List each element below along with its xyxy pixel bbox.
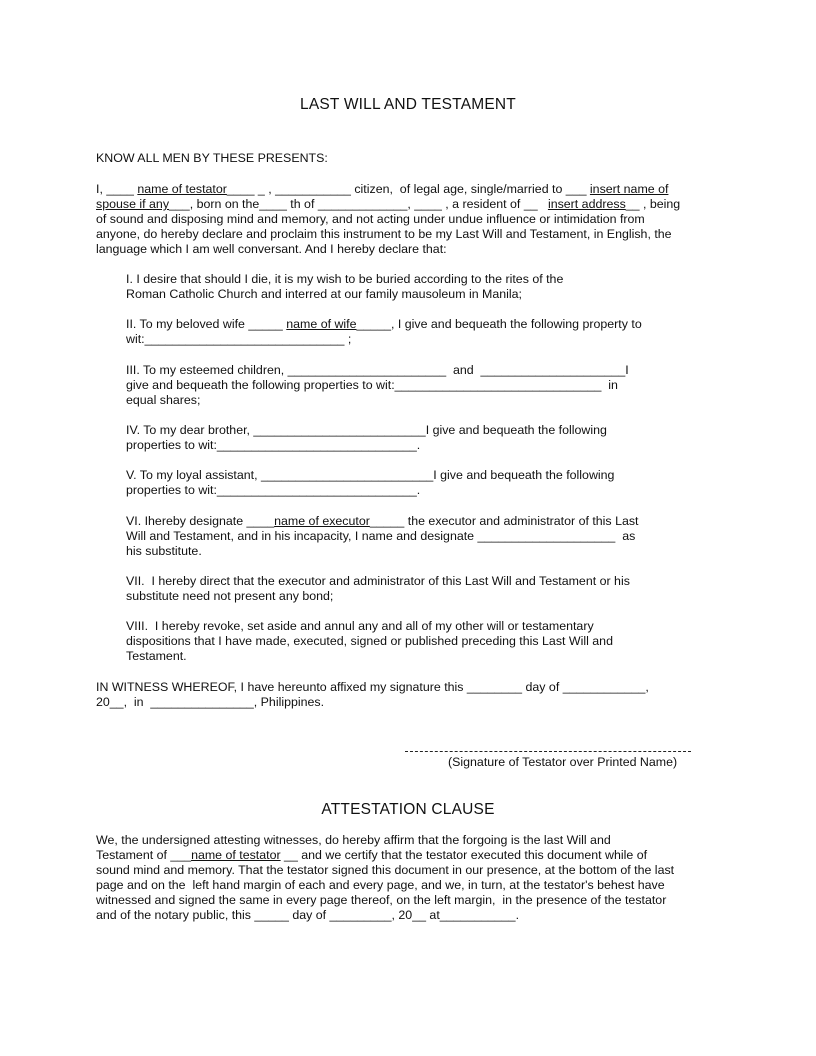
clause-2-line-2: wit:_____________________________ ; bbox=[126, 332, 352, 346]
attestation-line-4: page and on the left hand margin of each and every page, and we, in turn, at the testator's behest have bbox=[96, 878, 665, 892]
text: __ , being bbox=[625, 197, 681, 211]
clause-4-line-1: IV. To my dear brother, _________________________I give and bequeath the following bbox=[126, 423, 607, 437]
clause-2-line-1 bbox=[126, 317, 642, 332]
clause-3-line-2: give and bequeath the following properties to wit:______________________________ in bbox=[126, 378, 618, 392]
clause-5-line-2: properties to wit:_____________________________. bbox=[126, 483, 421, 497]
spouse-name-field: insert name of bbox=[589, 182, 669, 196]
text: VI. Ihereby designate ____ bbox=[126, 514, 275, 528]
clause-8-line-2: dispositions that I have made, executed, signed or published preceding this Last Will and bbox=[126, 634, 613, 648]
signature-caption: (Signature of Testator over Printed Name) bbox=[448, 755, 678, 769]
attestation-line-1: We, the undersigned attesting witnesses, do hereby affirm that the forgoing is the last Will and bbox=[96, 833, 611, 847]
clause-6-line-1 bbox=[126, 514, 639, 529]
address-field: insert address bbox=[547, 197, 626, 211]
attestation-title: ATTESTATION CLAUSE bbox=[321, 801, 495, 818]
clause-4-line-2: properties to wit:_____________________________. bbox=[126, 438, 421, 452]
clause-6-line-2: Will and Testament, and in his incapacity, I name and designate ____________________ as bbox=[126, 529, 636, 543]
wife-name-field: name of wife bbox=[286, 317, 357, 331]
clause-8-line-3: Testament. bbox=[126, 649, 187, 663]
opening-line: KNOW ALL MEN BY THESE PRESENTS: bbox=[96, 151, 328, 165]
attestation-line-6: and of the notary public, this _____ day of _________, 20__ at___________. bbox=[96, 908, 520, 922]
intro-line-5: language which I am well conversant. And I hereby declare that: bbox=[96, 242, 447, 256]
intro-line-2 bbox=[96, 197, 680, 212]
text: __ and we certify that the testator executed this document while of bbox=[280, 848, 648, 862]
executor-name-field: name of executor bbox=[274, 514, 370, 528]
spouse-name-field-cont: spouse if any bbox=[96, 197, 170, 211]
text: Testament of ___ bbox=[96, 848, 192, 862]
intro-line-4: anyone, do hereby declare and proclaim this instrument to be my Last Will and Testament, in English, the bbox=[96, 227, 672, 241]
text: ___, born on the____ th of _____________, ____ , a resident of __ bbox=[169, 197, 548, 211]
clause-7-line-1: VII. I hereby direct that the executor and administrator of this Last Will and Testament or his bbox=[126, 574, 630, 588]
attestation-line-5: witnessed and signed the same in every page thereof, on the left margin, in the presence of the testator bbox=[96, 893, 667, 907]
clause-5-line-1: V. To my loyal assistant, _________________________I give and bequeath the following bbox=[126, 468, 615, 482]
attestation-line-2 bbox=[96, 848, 647, 863]
testator-name-field: name of testator bbox=[137, 182, 227, 196]
text: II. To my beloved wife _____ bbox=[126, 317, 287, 331]
witness-line-1: IN WITNESS WHEREOF, I have hereunto affixed my signature this ________ day of ____________, bbox=[96, 680, 649, 694]
text: ____ _ , ___________ citizen, of legal age, single/married to ___ bbox=[226, 182, 590, 196]
clause-3-line-3: equal shares; bbox=[126, 393, 201, 407]
clause-8-line-1: VIII. I hereby revoke, set aside and annul any and all of my other will or testamentary bbox=[126, 619, 594, 633]
signature-line bbox=[405, 751, 691, 752]
clause-1-line-2: Roman Catholic Church and interred at our family mausoleum in Manila; bbox=[126, 287, 522, 301]
intro-line-3: of sound and disposing mind and memory, and not acting under undue influence or intimidation from bbox=[96, 212, 645, 226]
clause-6-line-3: his substitute. bbox=[126, 544, 202, 558]
text: _____, I give and bequeath the following property to bbox=[356, 317, 642, 331]
clause-3-line-1: III. To my esteemed children, _______________________ and _____________________I bbox=[126, 363, 629, 377]
attestation-line-3: sound mind and memory. That the testator signed this document in our presence, at the bottom of the last bbox=[96, 863, 675, 877]
clause-7-line-2: substitute need not present any bond; bbox=[126, 589, 334, 603]
attestation-testator-field: name of testator bbox=[191, 848, 281, 862]
witness-line-2: 20__, in _______________, Philippines. bbox=[96, 695, 325, 709]
text: _____ the executor and administrator of this Last bbox=[369, 514, 639, 528]
clause-1-line-1: I. I desire that should I die, it is my wish to be buried according to the rites of the bbox=[126, 272, 564, 286]
text: I, ____ bbox=[96, 182, 138, 196]
intro-line-1 bbox=[96, 182, 668, 197]
document-title: LAST WILL AND TESTAMENT bbox=[300, 96, 516, 113]
